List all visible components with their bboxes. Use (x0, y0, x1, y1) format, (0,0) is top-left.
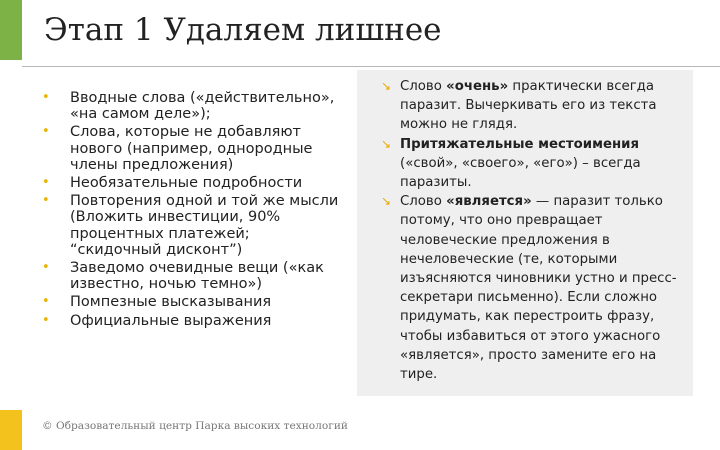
bullet-icon: • (42, 193, 50, 209)
list-item (357, 135, 679, 193)
arrow-bullet-icon: ↘ (381, 194, 392, 209)
list-item (42, 260, 342, 292)
bullet-icon: • (42, 294, 50, 310)
bullet-icon: • (42, 124, 50, 140)
yellow-accent-bar (0, 410, 22, 450)
bullet-icon: • (42, 260, 50, 276)
arrow-bullet-icon: ↘ (381, 136, 392, 151)
list-item-text: Повторения одной и той же мысли (Вложить инвестиции, 90% процентных платежей; “скидочный дисконт”) (70, 193, 339, 258)
item-post-text: — паразит только потому, что оно превращает человеческие предложения в нечеловеческие (те, которыми изъясняются чиновники устно и пресс-секретари письменно). Если сложно придумать, как перестроить фразу, чтобы избавиться от этого ужасного «является», просто замените его на тире. (400, 194, 677, 383)
list-item-text: Слова, которые не добавляют нового (например, однородные члены предложения) (70, 124, 313, 173)
list-item-text: Официальные выражения (70, 312, 272, 329)
item-post-text: («свой», «своего», «его») – всегда паразиты. (400, 155, 641, 191)
list-item-text: Заведомо очевидные вещи («как известно, ночью темно») (70, 260, 324, 293)
list-item-text: Вводные слова («действительно», «на самом деле»); (70, 90, 335, 123)
list-item (42, 313, 342, 329)
bullet-icon: • (42, 312, 50, 328)
item-bold-text: Притяжательные местоимения (400, 136, 639, 152)
arrow-bullet-icon: ↘ (381, 79, 392, 93)
left-bullet-list (42, 90, 342, 331)
item-bold-text: «очень» (446, 79, 509, 94)
list-item (42, 90, 342, 122)
green-accent-bar (0, 0, 22, 60)
item-post-text: практически всегда паразит. Вычеркивать его из текста можно не глядя. (400, 79, 657, 133)
list-item (42, 175, 342, 191)
list-item (42, 294, 342, 310)
list-item (42, 124, 342, 173)
item-pre-text: Слово (400, 194, 447, 210)
list-item (357, 192, 679, 384)
footer-copyright: © Образовательный центр Парка высоких технологий (42, 420, 348, 432)
title-divider (22, 66, 720, 67)
item-bold-text: «является» (446, 194, 532, 210)
slide-title: Этап 1 Удаляем лишнее (44, 12, 442, 48)
right-arrow-list (357, 77, 679, 384)
bullet-icon: • (42, 175, 50, 191)
list-item-text: Необязательные подробности (70, 175, 303, 192)
item-pre-text: Слово (400, 79, 447, 94)
list-item (357, 77, 679, 135)
bullet-icon: • (42, 90, 50, 105)
list-item-text: Помпезные высказывания (70, 294, 272, 311)
list-item (42, 193, 342, 258)
